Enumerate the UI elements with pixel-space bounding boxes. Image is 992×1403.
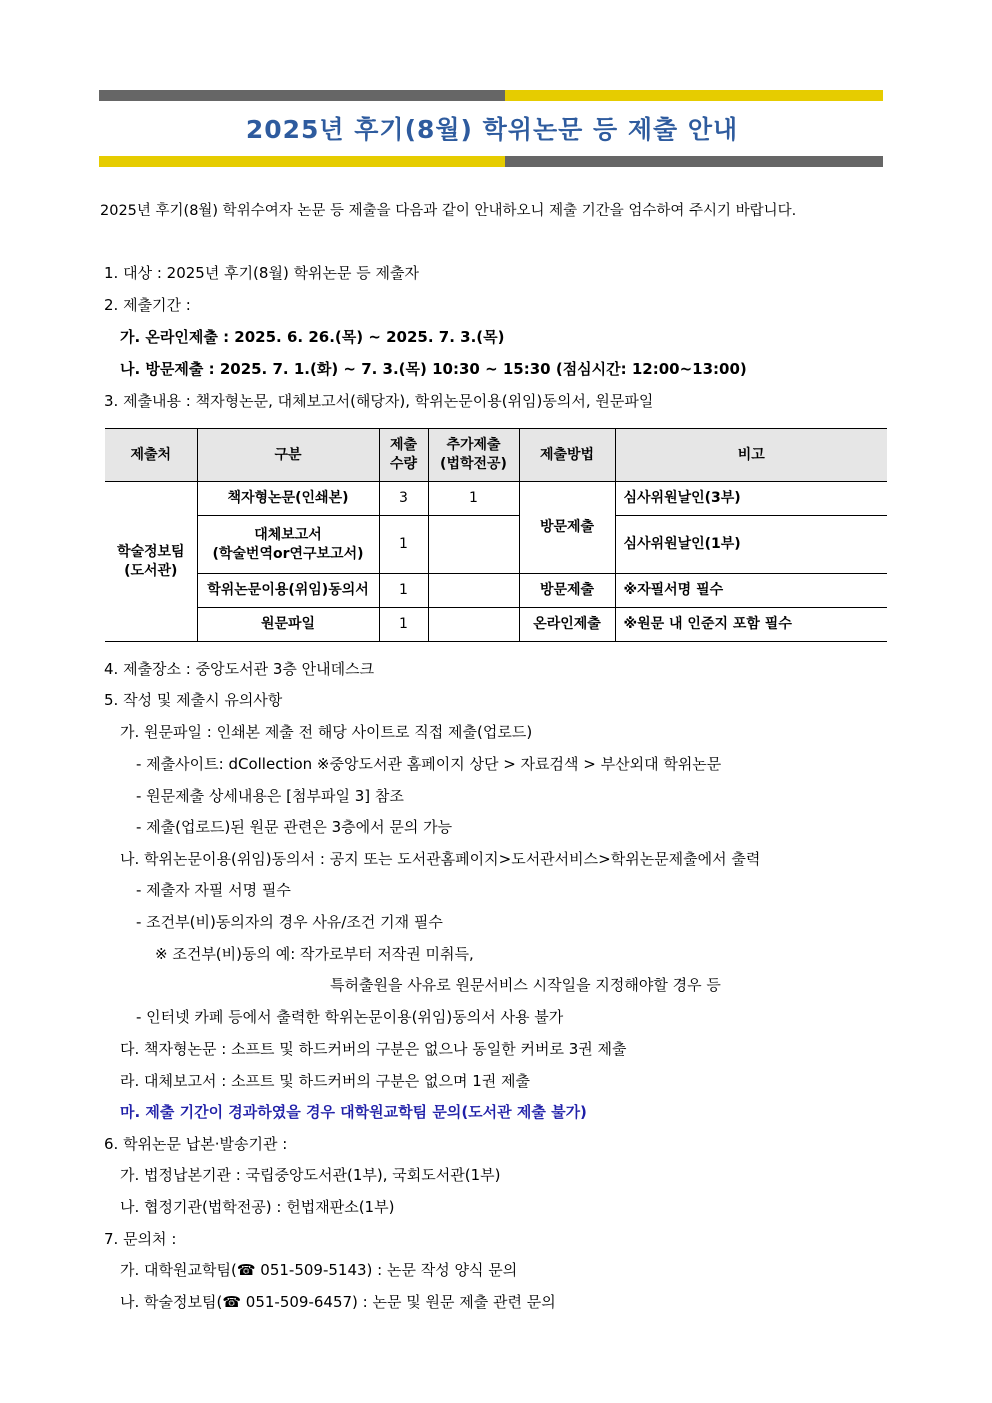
cell-extra: 1 [428, 482, 519, 516]
cell-extra [428, 608, 519, 642]
section-6-b: 나. 협정기관(법학전공) : 헌법재판소(1부) [120, 1198, 395, 1216]
bottom-bar-yellow [99, 156, 505, 167]
cell-note: ※자필서명 필수 [615, 574, 887, 608]
section-7: 7. 문의처 : [104, 1230, 177, 1248]
section-1: 1. 대상 : 2025년 후기(8월) 학위논문 등 제출자 [104, 264, 420, 282]
submission-table [105, 428, 887, 642]
section-7-a: 가. 대학원교학팀(☎ 051-509-5143) : 논문 작성 양식 문의 [120, 1261, 518, 1279]
cell-category: 책자형논문(인쇄본) [197, 482, 379, 516]
table-row [105, 482, 887, 516]
bottom-bar-gray [505, 156, 883, 167]
cell-category: 대체보고서 (학술번역or연구보고서) [197, 516, 379, 574]
section-5-b-1: - 제출자 자필 서명 필수 [136, 881, 291, 899]
section-2-online: 가. 온라인제출 : 2025. 6. 26.(목) ~ 2025. 7. 3.(목) [120, 328, 505, 346]
cell-category: 원문파일 [197, 608, 379, 642]
section-4: 4. 제출장소 : 중앙도서관 3층 안내데스크 [104, 660, 375, 678]
top-bar-yellow [505, 90, 883, 101]
cell-qty: 1 [379, 574, 428, 608]
section-6-a: 가. 법정납본기관 : 국립중앙도서관(1부), 국회도서관(1부) [120, 1166, 501, 1184]
cell-method-merged: 방문제출 [519, 482, 615, 574]
cell-note: ※원문 내 인준지 포함 필수 [615, 608, 887, 642]
section-5-a-2: - 원문제출 상세내용은 [첨부파일 3] 참조 [136, 787, 404, 805]
section-5-b-4: 특허출원을 사유로 원문서비스 시작일을 지정해야할 경우 등 [330, 976, 721, 994]
cell-qty: 1 [379, 516, 428, 574]
section-2: 2. 제출기간 : [104, 296, 191, 314]
header-category: 구분 [197, 429, 379, 482]
cell-qty: 3 [379, 482, 428, 516]
header-place: 제출처 [105, 429, 197, 482]
table-row [105, 516, 887, 574]
header-method: 제출방법 [519, 429, 615, 482]
section-6: 6. 학위논문 납본·발송기관 : [104, 1135, 288, 1153]
page-title: 2025년 후기(8월) 학위논문 등 제출 안내 [245, 115, 739, 144]
section-5-a-3: - 제출(업로드)된 원문 관련은 3층에서 문의 가능 [136, 818, 453, 836]
section-3: 3. 제출내용 : 책자형논문, 대체보고서(해당자), 학위논문이용(위임)동의서, 원문파일 [104, 392, 654, 410]
cell-category: 학위논문이용(위임)동의서 [197, 574, 379, 608]
header-extra: 추가제출 (법학전공) [428, 429, 519, 482]
table-row [105, 608, 887, 642]
cell-extra [428, 516, 519, 574]
section-5: 5. 작성 및 제출시 유의사항 [104, 691, 283, 709]
section-5-d: 라. 대체보고서 : 소프트 및 하드커버의 구분은 없으며 1권 제출 [120, 1072, 531, 1090]
section-5-a-1: - 제출사이트: dCollection ※중앙도서관 홈페이지 상단 > 자료검색 > 부산외대 학위논문 [136, 755, 722, 773]
section-5-b-3: ※ 조건부(비)동의 예: 작가로부터 저작권 미취득, [155, 945, 474, 963]
intro-text: 2025년 후기(8월) 학위수여자 논문 등 제출을 다음과 같이 안내하오니 제출 기간을 엄수하여 주시기 바랍니다. [100, 203, 797, 219]
table-header-row [105, 429, 887, 482]
top-bar-gray [99, 90, 505, 101]
section-5-b-2: - 조건부(비)동의자의 경우 사유/조건 기재 필수 [136, 913, 443, 931]
cell-method: 방문제출 [519, 574, 615, 608]
section-7-b: 나. 학술정보팀(☎ 051-509-6457) : 논문 및 원문 제출 관련 문의 [120, 1293, 556, 1311]
section-2-visit: 나. 방문제출 : 2025. 7. 1.(화) ~ 7. 3.(목) 10:30 ~ 15:30 (점심시간: 12:00~13:00) [120, 360, 747, 378]
section-5-b: 나. 학위논문이용(위임)동의서 : 공지 또는 도서관홈페이지>도서관서비스>학위논문제출에서 출력 [120, 850, 761, 868]
header-note: 비고 [615, 429, 887, 482]
cell-note: 심사위원날인(1부) [615, 516, 887, 574]
cell-method: 온라인제출 [519, 608, 615, 642]
table-row [105, 574, 887, 608]
header-qty: 제출 수량 [379, 429, 428, 482]
section-5-e: 마. 제출 기간이 경과하였을 경우 대학원교학팀 문의(도서관 제출 불가) [120, 1103, 587, 1121]
section-5-b-5: - 인터넷 카페 등에서 출력한 학위논문이용(위임)동의서 사용 불가 [136, 1008, 564, 1026]
cell-place: 학술정보팀 (도서관) [105, 482, 197, 642]
cell-extra [428, 574, 519, 608]
cell-qty: 1 [379, 608, 428, 642]
section-5-a: 가. 원문파일 : 인쇄본 제출 전 해당 사이트로 직접 제출(업로드) [120, 723, 533, 741]
section-5-c: 다. 책자형논문 : 소프트 및 하드커버의 구분은 없으나 동일한 커버로 3권 제출 [120, 1040, 627, 1058]
cell-note: 심사위원날인(3부) [615, 482, 887, 516]
